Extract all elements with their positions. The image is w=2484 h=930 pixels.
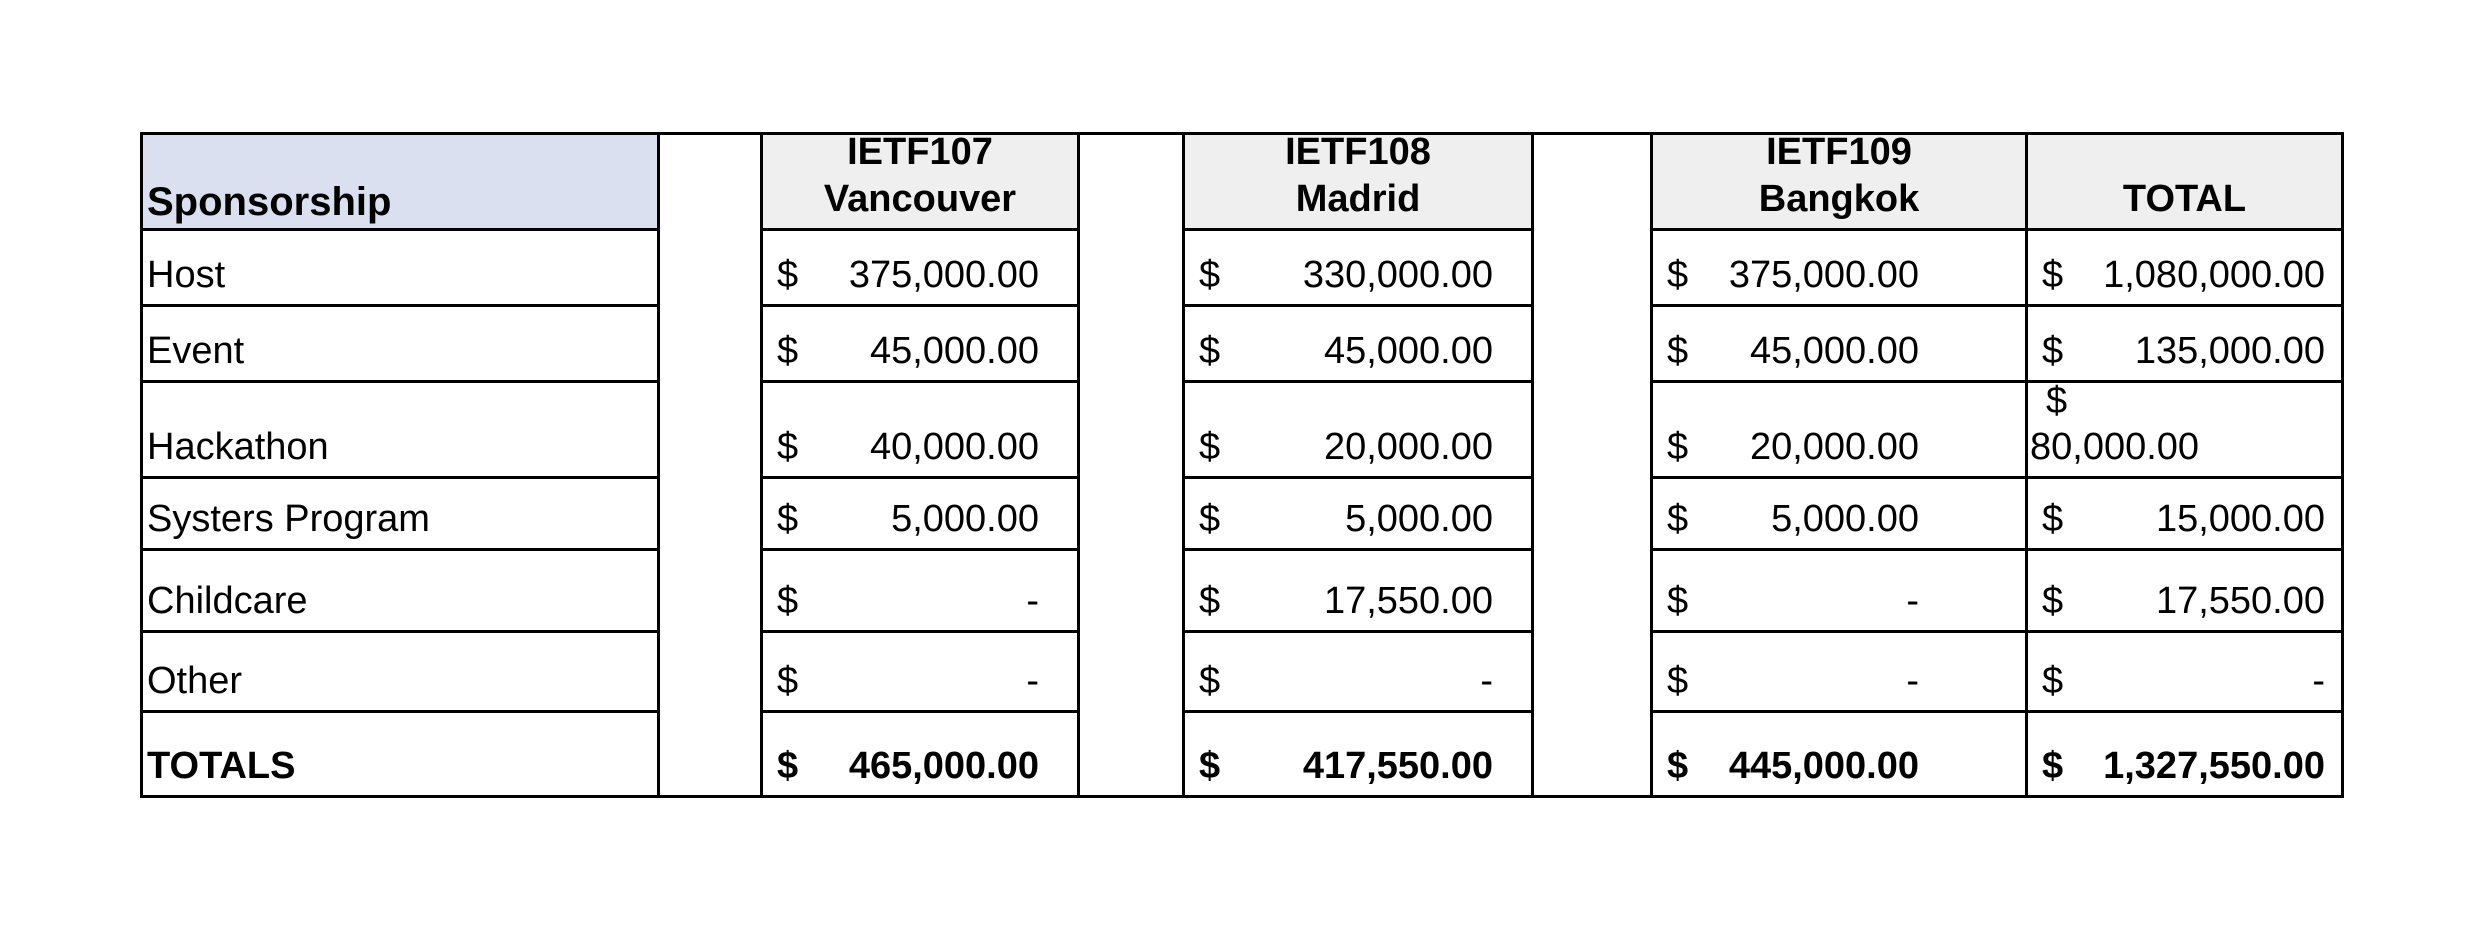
spacer-column [1080,551,1182,633]
cell-host-ietf109 [1650,231,2028,307]
spacer-column [1080,479,1182,551]
currency-symbol: $ [1667,254,1689,296]
cell-event-ietf109 [1650,307,2028,383]
currency-symbol: $ [777,330,799,372]
cell-systers-program-total [2028,479,2344,551]
spacer-column [1080,307,1182,383]
currency-symbol: $ [1199,330,1221,372]
column-header-ietf109-line2: Bangkok [1758,178,1920,220]
row-label-other: Other [140,633,660,713]
currency-symbol: $ [1667,426,1689,468]
amount-value: 330,000.00 [1302,254,1493,296]
amount-value: 45,000.00 [1323,330,1493,372]
cell-other-ietf108 [1182,633,1534,713]
cell-hackathon-ietf108 [1182,383,1534,479]
currency-symbol: $ [2042,660,2064,702]
currency-symbol: $ [777,498,799,540]
spacer-column [1534,231,1650,307]
column-header-ietf109-line1: IETF109 [1766,135,1912,173]
amount-value: 45,000.00 [1749,330,1919,372]
amount-value: - [1026,660,1039,702]
currency-symbol: $ [2042,580,2064,622]
currency-symbol: $ [777,745,799,787]
currency-symbol: $ [2042,254,2064,296]
row-label-event: Event [140,307,660,383]
cell-hackathon-total [2028,383,2344,479]
cell-host-total [2028,231,2344,307]
spacer-column [660,383,760,479]
currency-symbol: $ [1667,498,1689,540]
spacer-column [1080,135,1182,231]
spacer-column [1534,713,1650,795]
cell-hackathon-ietf107 [760,383,1080,479]
currency-symbol: $ [1199,426,1221,468]
amount-value: 1,080,000.00 [2103,254,2325,296]
amount-value: - [1906,580,1919,622]
row-label-host: Host [140,231,660,307]
cell-totals-ietf109 [1650,713,2028,795]
amount-value: 135,000.00 [2134,330,2325,372]
column-header-ietf107-line2: Vancouver [823,178,1017,220]
amount-value: - [1026,580,1039,622]
cell-other-ietf107 [760,633,1080,713]
amount-value: 17,550.00 [2155,580,2325,622]
cell-childcare-ietf108 [1182,551,1534,633]
spacer-column [660,551,760,633]
cell-event-ietf108 [1182,307,1534,383]
column-header-ietf107 [760,135,1080,231]
column-header-total [2028,135,2344,231]
spacer-column [1534,307,1650,383]
row-label-totals: TOTALS [140,713,660,795]
row-label-systers-program: Systers Program [140,479,660,551]
amount-value: 80,000.00 [2030,426,2200,468]
spacer-column [660,307,760,383]
currency-symbol: $ [777,580,799,622]
column-header-total-line1: TOTAL [2122,178,2247,220]
amount-value: 445,000.00 [1728,745,1919,787]
column-header-ietf108-line1: IETF108 [1285,135,1431,173]
spacer-column [1080,633,1182,713]
amount-value: 417,550.00 [1302,745,1493,787]
amount-value: 1,327,550.00 [2103,745,2325,787]
column-header-ietf109 [1650,135,2028,231]
spacer-column [660,231,760,307]
spacer-column [1080,383,1182,479]
amount-value: - [1906,660,1919,702]
currency-symbol: $ [1199,660,1221,702]
amount-value: 465,000.00 [848,745,1039,787]
cell-host-ietf108 [1182,231,1534,307]
cell-totals-total [2028,713,2344,795]
cell-systers-program-ietf107 [760,479,1080,551]
amount-value: 5,000.00 [891,498,1039,540]
cell-childcare-total [2028,551,2344,633]
amount-value: 20,000.00 [1323,426,1493,468]
column-header-ietf107-line1: IETF107 [847,135,993,173]
amount-value: 5,000.00 [1771,498,1919,540]
currency-symbol: $ [1199,498,1221,540]
amount-value: - [2312,660,2325,702]
row-label-hackathon: Hackathon [140,383,660,479]
column-header-ietf108 [1182,135,1534,231]
currency-symbol: $ [1199,580,1221,622]
currency-symbol: $ [1199,254,1221,296]
currency-symbol: $ [1199,745,1221,787]
amount-value: 375,000.00 [1728,254,1919,296]
spacer-column [660,479,760,551]
spacer-column [1534,551,1650,633]
currency-symbol: $ [2046,383,2068,422]
currency-symbol: $ [1667,745,1689,787]
amount-value: - [1480,660,1493,702]
cell-other-ietf109 [1650,633,2028,713]
spacer-column [1534,633,1650,713]
amount-value: 20,000.00 [1749,426,1919,468]
cell-hackathon-ietf109 [1650,383,2028,479]
amount-value: 15,000.00 [2155,498,2325,540]
cell-event-ietf107 [760,307,1080,383]
currency-symbol: $ [2042,745,2064,787]
currency-symbol: $ [777,426,799,468]
amount-value: 45,000.00 [869,330,1039,372]
row-label-childcare: Childcare [140,551,660,633]
amount-value: 5,000.00 [1345,498,1493,540]
cell-host-ietf107 [760,231,1080,307]
amount-value: 17,550.00 [1323,580,1493,622]
cell-childcare-ietf107 [760,551,1080,633]
spacer-column [1080,713,1182,795]
cell-totals-ietf108 [1182,713,1534,795]
currency-symbol: $ [1667,330,1689,372]
amount-value: 375,000.00 [848,254,1039,296]
corner-header-sponsorship: Sponsorship [140,135,660,231]
currency-symbol: $ [777,660,799,702]
cell-event-total [2028,307,2344,383]
currency-symbol: $ [2042,498,2064,540]
currency-symbol: $ [777,254,799,296]
currency-symbol: $ [1667,660,1689,702]
spacer-column [1534,383,1650,479]
sponsorship-table [140,132,2344,798]
cell-childcare-ietf109 [1650,551,2028,633]
spacer-column [660,713,760,795]
cell-systers-program-ietf109 [1650,479,2028,551]
cell-totals-ietf107 [760,713,1080,795]
cell-other-total [2028,633,2344,713]
spacer-column [660,135,760,231]
currency-symbol: $ [1667,580,1689,622]
spacer-column [1534,479,1650,551]
spacer-column [1080,231,1182,307]
currency-symbol: $ [2042,330,2064,372]
cell-systers-program-ietf108 [1182,479,1534,551]
spacer-column [1534,135,1650,231]
amount-value: 40,000.00 [869,426,1039,468]
spacer-column [660,633,760,713]
column-header-ietf108-line2: Madrid [1295,178,1421,220]
